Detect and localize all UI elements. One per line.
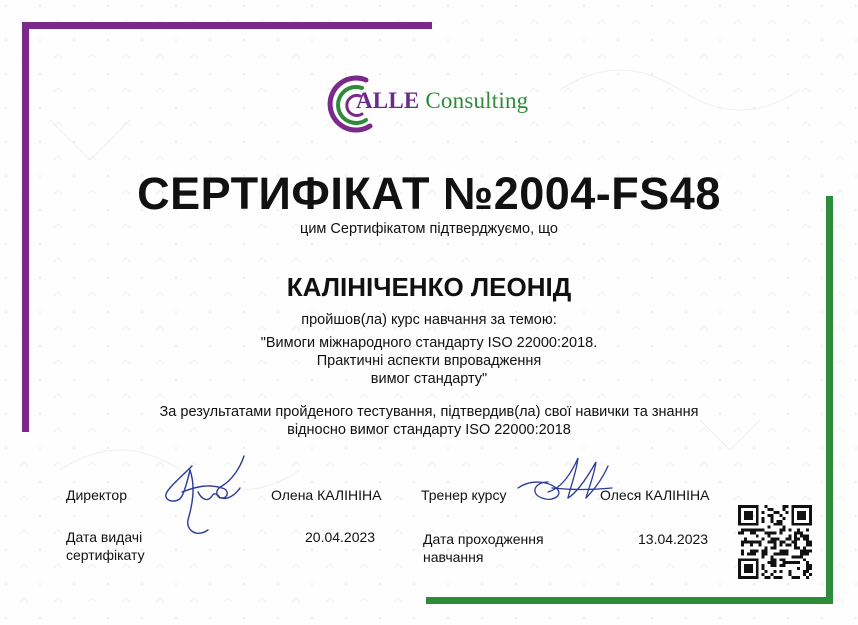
result-line-2: відносно вимог стандарту ISO 22000:2018: [287, 422, 571, 438]
director-label: Директор: [66, 487, 127, 503]
purple-frame-top: [22, 22, 432, 29]
issue-date-label-1: Дата видачі: [66, 529, 143, 545]
trainer-label: Тренер курсу: [421, 487, 507, 503]
course-line-1: "Вимоги міжнародного стандарту ISO 22000:2018.: [260, 335, 598, 351]
green-frame-right: [826, 196, 833, 604]
issue-date: 20.04.2023: [305, 529, 376, 545]
director-name: Олена КАЛІНІНА: [271, 487, 382, 503]
director-signature: [152, 448, 262, 540]
trainer-name: Олеся КАЛІНІНА: [600, 487, 710, 503]
recipient-name: КАЛІНІЧЕНКО ЛЕОНІД: [286, 272, 572, 302]
logo-text-alle: ALLE: [356, 88, 420, 113]
certificate-subtitle: цим Сертифікатом підтверджуємо, що: [300, 221, 558, 237]
result-line-1: За результатами пройденого тестування, підтвердив(ла) свої навички та знання: [159, 404, 699, 420]
course-line-3: вимог стандарту": [370, 371, 488, 387]
course-line-2: Практичні аспекти впровадження: [316, 353, 542, 369]
alle-consulting-logo: [326, 72, 536, 134]
qr-code-icon[interactable]: [738, 505, 812, 579]
green-frame-bottom: [426, 597, 833, 604]
training-date-label-2: навчання: [423, 549, 484, 565]
logo-text: [356, 88, 528, 114]
training-date-label-1: Дата проходження: [423, 531, 544, 547]
certificate-title: СЕРТИФІКАТ №2004-FS48: [137, 168, 721, 219]
issue-date-label-2: сертифікату: [66, 547, 145, 563]
passed-text: пройшов(ла) курс навчання за темою:: [301, 312, 557, 328]
logo-text-consulting: Consulting: [425, 88, 529, 113]
training-date: 13.04.2023: [638, 531, 709, 547]
